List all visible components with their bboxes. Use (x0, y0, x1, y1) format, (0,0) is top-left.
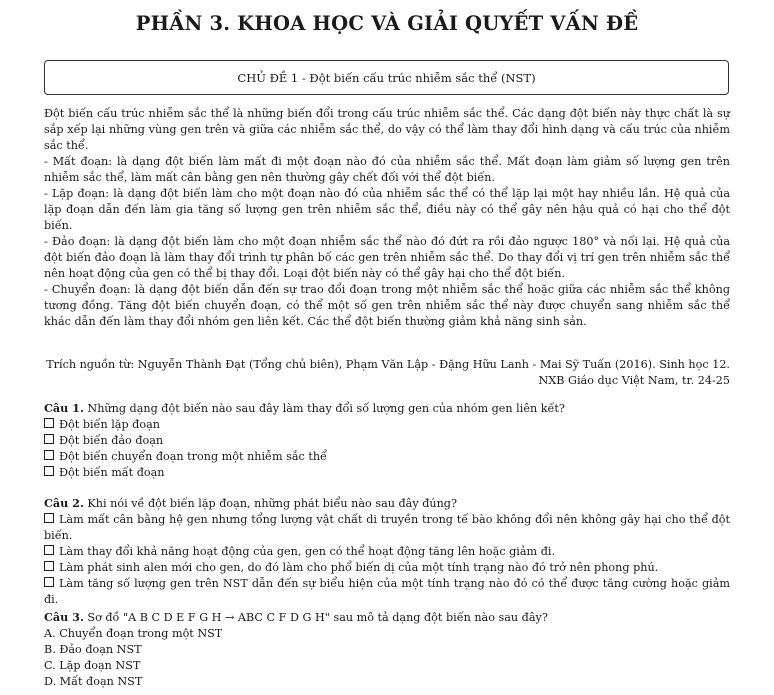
question-1-text: Những dạng đột biến nào sau đây làm thay đổi số lượng gen của nhóm gen liên kết? (83, 402, 565, 415)
question-1-stem (44, 400, 730, 417)
option-label: Đột biến chuyển đoạn trong một nhiễm sắc thể (59, 450, 327, 463)
question-3-option-d[interactable]: D. Mất đoạn NST (44, 675, 143, 688)
question-1 (44, 400, 730, 481)
checkbox-icon[interactable] (44, 418, 54, 428)
question-1-option[interactable] (44, 417, 730, 433)
checkbox-icon[interactable] (44, 561, 54, 571)
question-3-option-b[interactable]: B. Đảo đoạn NST (44, 643, 142, 656)
question-2-stem (44, 495, 730, 512)
checkbox-icon[interactable] (44, 434, 54, 444)
question-2-option[interactable] (44, 576, 730, 608)
question-2-label: Câu 2. (44, 496, 84, 510)
question-2-option[interactable] (44, 512, 730, 544)
question-3-option-a[interactable]: A. Chuyển đoạn trong một NST (44, 627, 223, 640)
option-label: Làm mất cân bằng hệ gen nhưng tổng lượng vật chất di truyền trong tế bào không đổi nên không gây hại cho thể đột biến. (44, 513, 730, 542)
passage-paragraph: - Chuyển đoạn: là dạng đột biến dẫn đến sự trao đổi đoạn trong một nhiễm sắc thể hoặc giữa các nhiễm sắc thể không tương đồng. Tăng đột biến chuyển đoạn, có thể một số gen trên nhiễm sắc thể này được chuyển sang nhiễm sắc thể khác dẫn đến làm thay đổi nhóm gen liên kết. Các thể đột biến thường giảm khả năng sinh sản. (44, 283, 730, 328)
question-1-option[interactable] (44, 433, 730, 449)
question-3-option-c[interactable]: C. Lặp đoạn NST (44, 659, 141, 672)
passage-paragraph: - Lặp đoạn: là dạng đột biến làm cho một đoạn nào đó của nhiễm sắc thể có thể lặp lại một hay nhiều lần. Hệ quả của lặp đoạn dẫn đến làm gia tăng số lượng gen trên nhiễm sắc thể, điều này có thể gây nên hậu quả có hại cho thể đột biến. (44, 187, 730, 232)
checkbox-icon[interactable] (44, 577, 54, 587)
question-2-option[interactable] (44, 560, 730, 576)
option-label: Đột biến mất đoạn (59, 466, 165, 479)
passage-paragraph: - Đảo đoạn: là dạng đột biến làm cho một đoạn nhiễm sắc thể nào đó đứt ra rồi đảo ngược 180° và nối lại. Hệ quả của đột biến đảo đoạn là làm thay đổi trình tự phân bố các gen trên nhiễm sắc thể. Do thay đổi vị trí gen trên nhiễm sắc thể nên hoạt động của gen có thể bị thay đổi. Loại đột biến này có thể gây hại cho thể đột biến. (44, 235, 730, 280)
question-2-text: Khi nói về đột biến lặp đoạn, những phát biểu nào sau đây đúng? (83, 497, 457, 510)
passage-paragraph: - Mất đoạn: là dạng đột biến làm mất đi một đoạn nào đó của nhiễm sắc thể. Mất đoạn làm giảm số lượng gen trên nhiễm sắc thể, làm mất cân bằng gen nên thường gây chết đối với thể đột biến. (44, 155, 730, 184)
checkbox-icon[interactable] (44, 466, 54, 476)
passage-paragraph: Đột biến cấu trúc nhiễm sắc thể là những biến đổi trong cấu trúc nhiễm sắc thể. Các dạng đột biến này thực chất là sự sắp xếp lại những vùng gen trên và giữa các nhiễm sắc thể, do vậy có thể làm thay đổi hình dạng và cấu trúc của nhiễm sắc thể. (44, 107, 730, 152)
option-label: Đột biến đảo đoạn (59, 434, 164, 447)
option-label: Làm thay đổi khả năng hoạt động của gen, gen có thể hoạt động tăng lên hoặc giảm đi. (59, 545, 556, 558)
question-1-option[interactable] (44, 465, 730, 481)
question-3-label: Câu 3. (44, 610, 84, 624)
option-label: Làm phát sinh alen mới cho gen, do đó làm cho phổ biến dị của một tính trạng nào đó trở nên phong phú. (59, 561, 659, 574)
question-3 (44, 609, 730, 690)
checkbox-icon[interactable] (44, 545, 54, 555)
question-2 (44, 495, 730, 608)
option-label: Làm tăng số lượng gen trên NST dẫn đến sự biểu hiện của một tính trạng nào đó có thể được tăng cường hoặc giảm đi. (44, 577, 730, 606)
topic-title: CHỦ ĐỀ 1 - Đột biến cấu trúc nhiễm sắc thể (NST) (237, 70, 536, 85)
checkbox-icon[interactable] (44, 450, 54, 460)
question-2-option[interactable] (44, 544, 730, 560)
question-1-option[interactable] (44, 449, 730, 465)
section-title: PHẦN 3. KHOA HỌC VÀ GIẢI QUYẾT VẤN ĐỀ (135, 12, 639, 35)
topic-box (44, 60, 729, 95)
reading-passage (44, 106, 730, 330)
option-label: Đột biến lặp đoạn (59, 418, 160, 431)
question-3-text: Sơ đồ "A B C D E F G H → ABC C F D G H" sau mô tả dạng đột biến nào sau đây? (83, 611, 548, 624)
question-3-stem (44, 609, 730, 626)
question-1-label: Câu 1. (44, 401, 84, 415)
checkbox-icon[interactable] (44, 513, 54, 523)
source-citation: Trích nguồn từ: Nguyễn Thành Đạt (Tổng chủ biên), Phạm Văn Lập - Đặng Hữu Lanh - Mai Sỹ Tuấn (2016). Sinh học 12. NXB Giáo dục Việt Nam, tr. 24-25 (46, 358, 730, 387)
